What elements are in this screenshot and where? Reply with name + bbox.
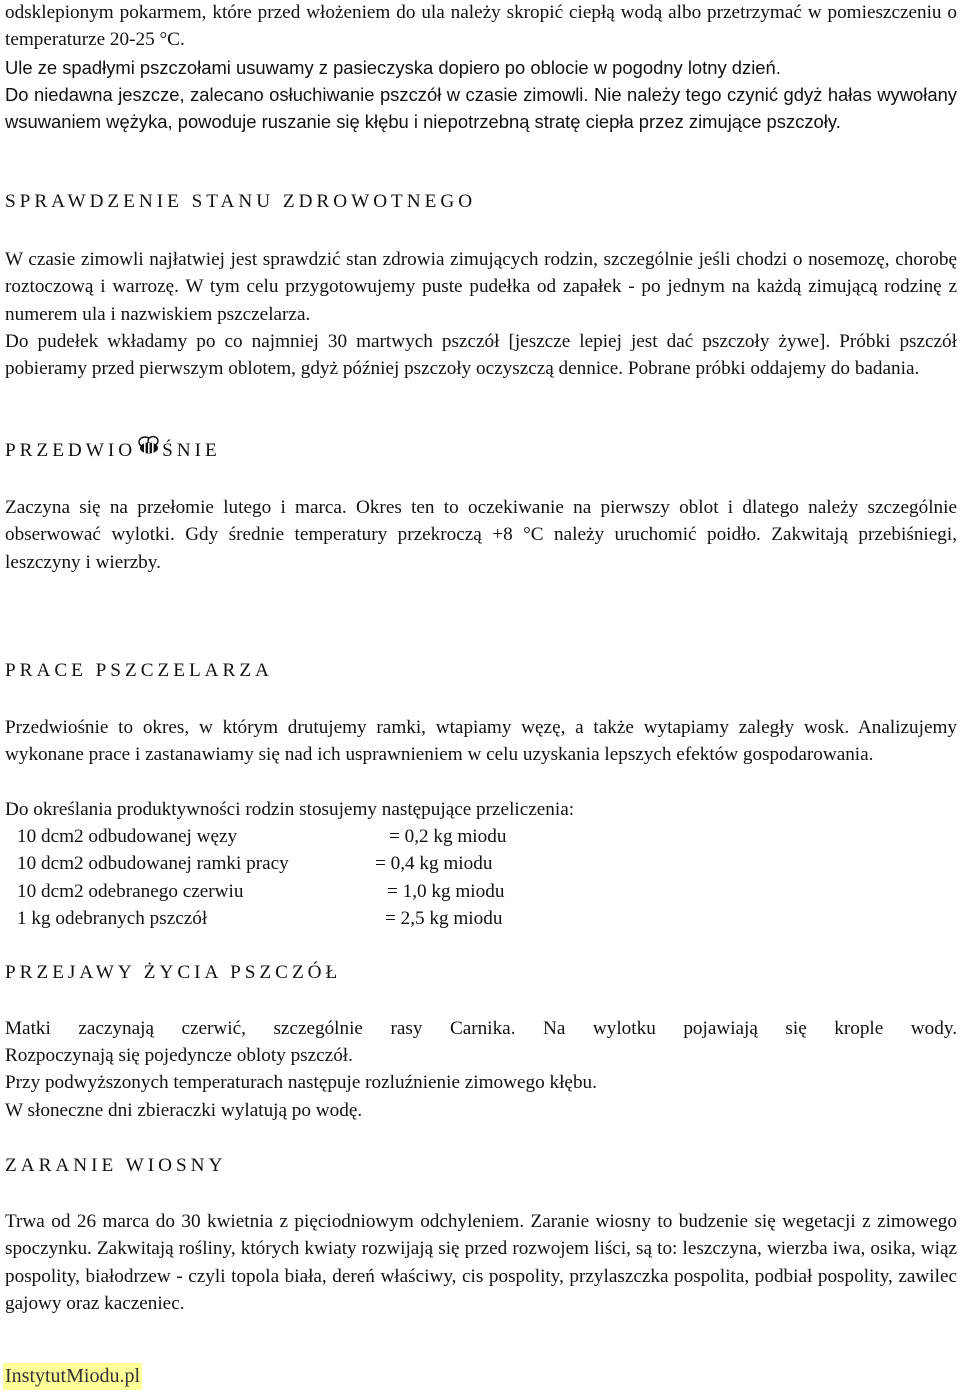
work-paragraph-1: Przedwiośnie to okres, w którym drutujemy ramki, wtapiamy węzę, a także wytapiamy zaległy wosk. Analizujemy wykonane prace i zastanawiamy się nad ich usprawnieniem w celu uzyskania lepszych efektów gospodarowania. — [5, 717, 957, 766]
prespring-paragraph-1: Zaczyna się na przełomie lutego i marca. Okres ten to oczekiwanie na pierwszy oblot i dlatego należy szczególnie obserwować wylotki. Gdy średnie temperatury przekroczą +8 °C należy uruchomić poidło. Zakwitają przebiśniegi, leszczyny i wierzby. — [5, 497, 957, 573]
work-paragraph-2: Do określania produktywności rodzin stosujemy następujące przeliczenia: — [5, 799, 575, 820]
table-row-4-value: = 2,5 kg miodu — [385, 908, 503, 930]
heading-signs-of-life: PRZEJAWY ŻYCIA PSZCZÓŁ — [5, 962, 342, 983]
heading-prespring — [5, 437, 221, 464]
heading-prespring-part-b: ŚNIE — [162, 440, 221, 461]
life-paragraph-2: Rozpoczynają się pojedyncze obloty pszczół. — [5, 1045, 353, 1066]
table-row-3-label: 10 dcm2 odebranego czerwiu — [17, 880, 244, 902]
table-row-1-value: = 0,2 kg miodu — [389, 826, 507, 847]
life-paragraph-1: Matki zaczynają czerwić, szczególnie rasy Carnika. Na wylotku pojawiają się krople wody. — [5, 1018, 957, 1039]
health-paragraph-1: W czasie zimowli najłatwiej jest sprawdzić stan zdrowia zimujących rodzin, szczególnie jeśli chodzi o nosemozę, chorobę roztoczową i warrozę. W tym celu przygotowujemy puste pudełka od zapałek - po jednym na każdą zimującą rodzinę z numerem ula i nazwiskiem pszczelarza. — [5, 249, 957, 325]
table-row-2-label: 10 dcm2 odbudowanej ramki pracy — [17, 853, 289, 875]
heading-beekeeper-work: PRACE PSZCZELARZA — [5, 660, 273, 681]
bee-icon — [137, 435, 161, 463]
table-row-3-value: = 1,0 kg miodu — [387, 880, 505, 902]
life-paragraph-3: Przy podwyższonych temperaturach następuje rozluźnienie zimowego kłębu. — [5, 1072, 597, 1093]
footer-watermark[interactable]: InstytutMiodu.pl — [3, 1363, 142, 1390]
productivity-table — [5, 823, 617, 933]
spring-paragraph-1: Trwa od 26 marca do 30 kwietnia z pięciodniowym odchyleniem. Zaranie wiosny to budzenie się wegetacji z zimowego spoczynku. Zakwitają rośliny, których kwiaty rozwijają się przed rozwojem liści, są to: leszczyna, wierzba iwa, osika, wiąz pospolity, białodrzew - czyli topola biała, dereń właściwy, cis pospolity, przylaszczka pospolita, podbiał pospolity, zawilec gajowy oraz kaczeniec. — [5, 1211, 957, 1315]
table-row-4-label: 1 kg odebranych pszczół — [17, 908, 208, 930]
intro-paragraph-1: odsklepionym pokarmem, które przed włożeniem do ula należy skropić ciepłą wodą albo przetrzymać w pomieszczeniu o temperaturze 20-25 °C. — [5, 2, 957, 51]
heading-prespring-part-a: PRZEDWIO — [5, 440, 137, 461]
life-paragraph-4: W słoneczne dni zbieraczki wylatują po wodę. — [5, 1100, 363, 1121]
table-row-2-value: = 0,4 kg miodu — [375, 853, 493, 875]
heading-early-spring: ZARANIE WIOSNY — [5, 1155, 227, 1176]
table-row-1-label: 10 dcm2 odbudowanej węzy — [17, 826, 238, 847]
intro-paragraph-2: Ule ze spadłymi pszczołami usuwamy z pasieczyska dopiero po oblocie w pogodny lotny dzień. — [5, 57, 781, 78]
intro-paragraph-3: Do niedawna jeszcze, zalecano osłuchiwanie pszczół w czasie zimowli. Nie należy tego czynić gdyż hałas wywołany wsuwaniem wężyka, powoduje ruszanie się kłębu i niepotrzebną stratę ciepła przez zimujące pszczoły. — [5, 84, 957, 133]
heading-health-check: SPRAWDZENIE STANU ZDROWOTNEGO — [5, 191, 477, 212]
health-paragraph-2: Do pudełek wkładamy po co najmniej 30 martwych pszczół [jeszcze lepiej jest dać pszczoły żywe]. Próbki pszczół pobieramy przed pierwszym oblotem, gdyż później pszczoły oczyszczą dennice. Pobrane próbki oddajemy do badania. — [5, 331, 957, 380]
